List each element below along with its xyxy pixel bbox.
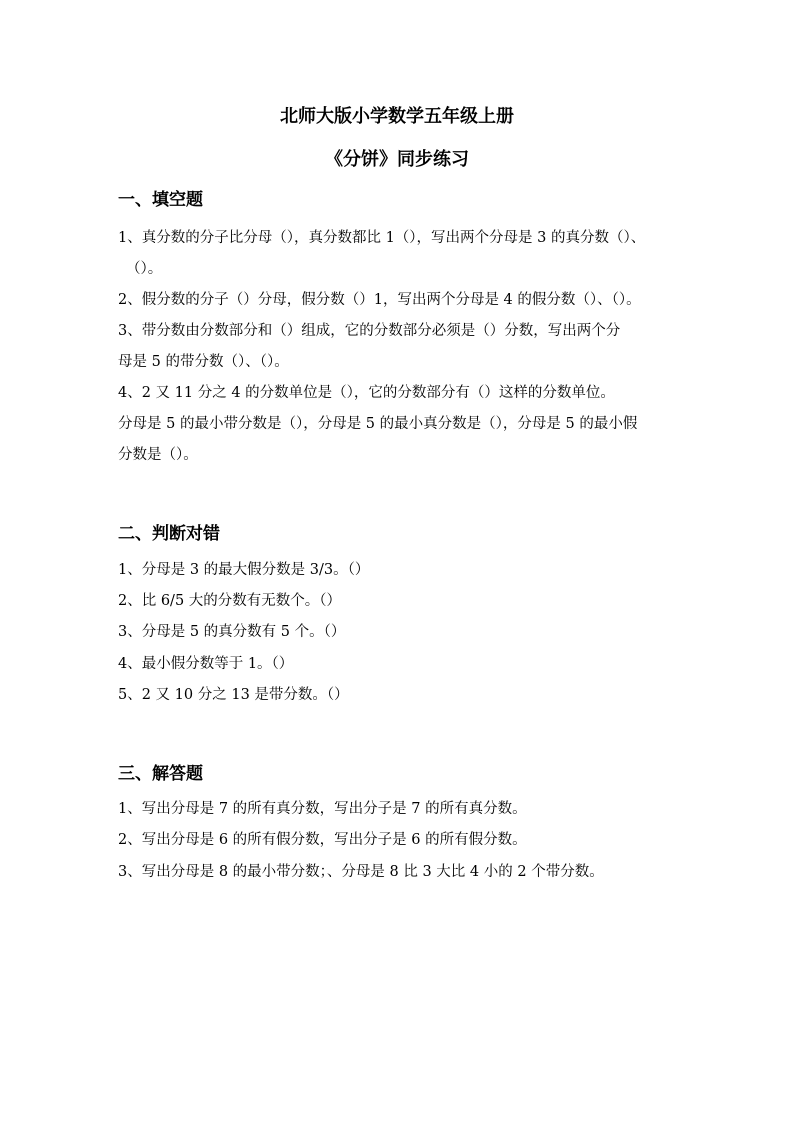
question-line: 母是 5 的带分数（）、（）。 xyxy=(118,354,289,370)
question-line: 4、最小假分数等于 1。（） xyxy=(118,656,294,672)
question-line: 2、假分数的分子（）分母，假分数（）1，写出两个分母是 4 的假分数（）、（）。 xyxy=(118,292,641,308)
question-line: 3、分母是 5 的真分数有 5 个。（） xyxy=(118,624,346,640)
section-heading-answer: 三、解答题 xyxy=(118,764,203,784)
question-line: 4、2 又 11 分之 4 的分数单位是（），它的分数部分有（）这样的分数单位。 xyxy=(118,385,615,401)
question-line: 3、写出分母是 8 的最小带分数；、分母是 8 比 3 大比 4 小的 2 个带分数。 xyxy=(118,864,604,880)
section-heading-fill-blanks: 一、填空题 xyxy=(118,190,203,210)
question-line: 1、写出分母是 7 的所有真分数，写出分子是 7 的所有真分数。 xyxy=(118,801,527,817)
question-line: 1、分母是 3 的最大假分数是 3/3。（） xyxy=(118,562,370,578)
question-line: 2、写出分母是 6 的所有假分数，写出分子是 6 的所有假分数。 xyxy=(118,832,527,848)
question-line: 分母是 5 的最小带分数是（），分母是 5 的最小真分数是（），分母是 5 的最小假 xyxy=(118,416,638,432)
question-line: 2、比 6/5 大的分数有无数个。（） xyxy=(118,593,342,609)
question-line: 1、真分数的分子比分母（），真分数都比 1（），写出两个分母是 3 的真分数（）、 xyxy=(118,230,646,246)
document-subtitle: 《分饼》同步练习 xyxy=(325,149,469,170)
question-line: （）。 xyxy=(126,261,163,277)
question-line: 分数是（）。 xyxy=(118,447,198,463)
document-title: 北师大版小学数学五年级上册 xyxy=(280,106,514,127)
question-line: 3、带分数由分数部分和（）组成，它的分数部分必须是（）分数，写出两个分 xyxy=(118,323,621,339)
question-line: 5、2 又 10 分之 13 是带分数。（） xyxy=(118,687,349,703)
section-heading-true-false: 二、判断对错 xyxy=(118,524,220,544)
